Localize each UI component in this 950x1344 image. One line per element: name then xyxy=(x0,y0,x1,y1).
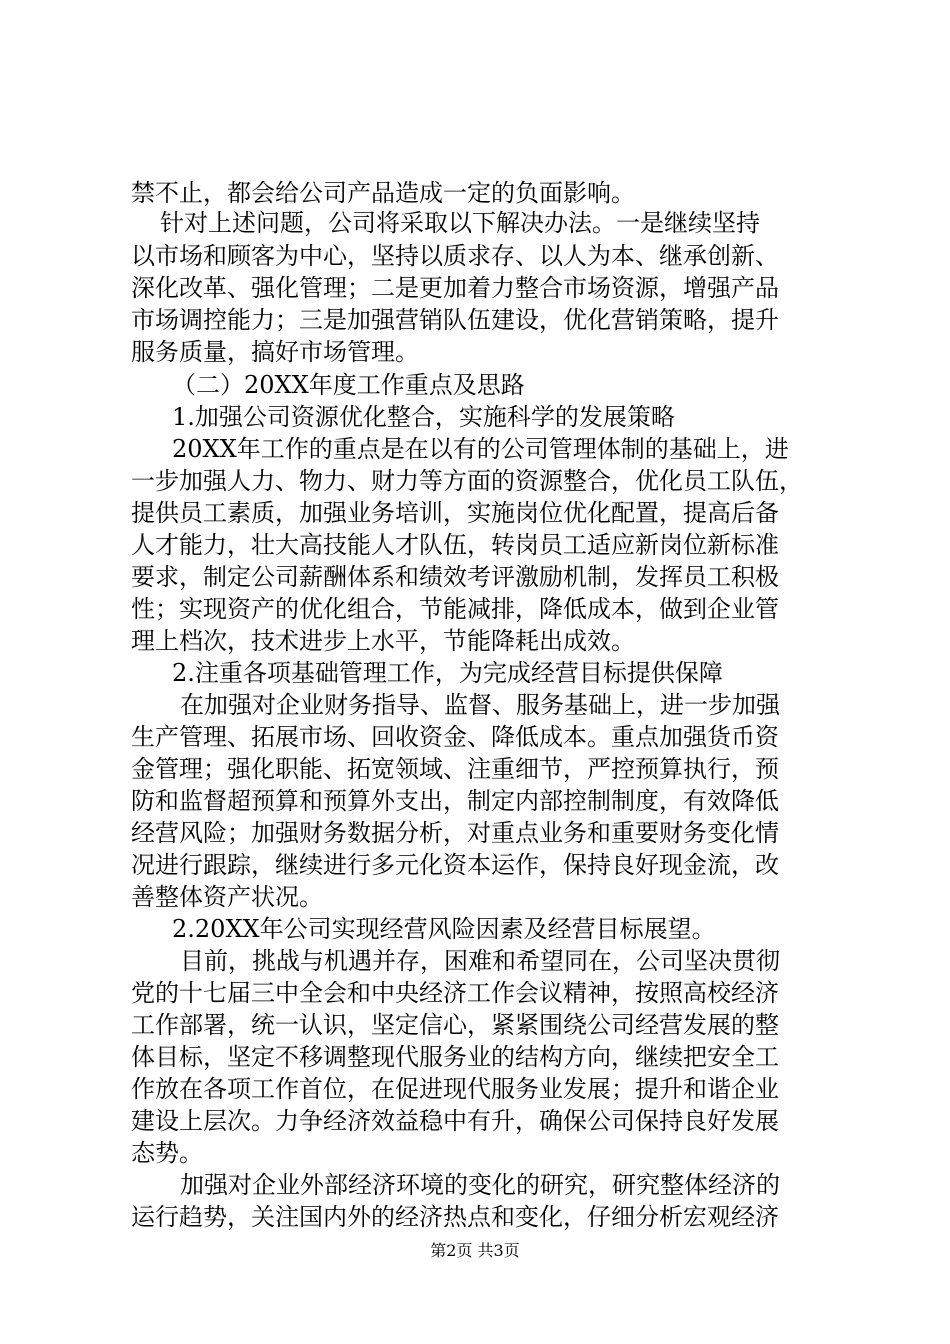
text-line: 以市场和顾客为中心，坚持以质求存、以人为本、继承创新、 xyxy=(131,242,779,270)
text-line: 一步加强人力、物力、财力等方面的资源整合，优化员工队伍， xyxy=(131,467,803,495)
text-line: 生产管理、拓展市场、回收资金、降低成本。重点加强货币资 xyxy=(131,723,779,751)
text-line: 理上档次，技术进步上水平，节能降耗出成效。 xyxy=(131,627,635,655)
text-line: 性；实现资产的优化组合，节能减排，降低成本，做到企业管 xyxy=(131,595,779,623)
text-line: 防和监督超预算和预算外支出，制定内部控制制度，有效降低 xyxy=(131,787,779,815)
text-line: 20XX年工作的重点是在以有的公司管理体制的基础上，进 xyxy=(172,435,789,463)
text-line: 态势。 xyxy=(131,1139,203,1167)
text-line: 市场调控能力；三是加强营销队伍建设，优化营销策略，提升 xyxy=(131,306,779,334)
text-line: 建设上层次。力争经济效益稳中有升，确保公司保持良好发展 xyxy=(131,1107,779,1135)
text-line: 目前，挑战与机遇并存，困难和希望同在，公司坚决贯彻 xyxy=(180,947,780,975)
text-line: 加强对企业外部经济环境的变化的研究，研究整体经济的 xyxy=(180,1171,780,1199)
text-line: 禁不止，都会给公司产品造成一定的负面影响。 xyxy=(131,179,635,207)
text-line: 作放在各项工作首位，在促进现代服务业发展；提升和谐企业 xyxy=(131,1075,779,1103)
page-number-footer: 第2页 共3页 xyxy=(430,1241,520,1260)
text-line: 针对上述问题，公司将采取以下解决办法。一是继续坚持 xyxy=(160,209,760,237)
text-line: 金管理；强化职能、拓宽领域、注重细节，严控预算执行，预 xyxy=(131,755,779,783)
text-line: 服务质量，搞好市场管理。 xyxy=(131,338,419,366)
subsection-heading: 2.注重各项基础管理工作，为完成经营目标提供保障 xyxy=(172,659,723,687)
text-line: 工作部署，统一认识，坚定信心，紧紧围绕公司经营发展的整 xyxy=(131,1011,779,1039)
text-line: 要求，制定公司薪酬体系和绩效考评激励机制，发挥员工积极 xyxy=(131,563,779,591)
text-line: 深化改革、强化管理；二是更加着力整合市场资源，增强产品 xyxy=(131,274,779,302)
text-line: 善整体资产状况。 xyxy=(131,883,323,911)
text-line: 体目标，坚定不移调整现代服务业的结构方向，继续把安全工 xyxy=(131,1043,779,1071)
text-line: 人才能力，壮大高技能人才队伍，转岗员工适应新岗位新标准 xyxy=(131,531,779,559)
text-line: 况进行跟踪，继续进行多元化资本运作，保持良好现金流，改 xyxy=(131,851,779,879)
text-line: 党的十七届三中全会和中央经济工作会议精神，按照高校经济 xyxy=(131,979,779,1007)
text-line: 提供员工素质，加强业务培训，实施岗位优化配置，提高后备 xyxy=(131,499,779,527)
section-heading: （二）20XX年度工作重点及思路 xyxy=(172,371,525,399)
subsection-heading: 1.加强公司资源优化整合，实施科学的发展策略 xyxy=(172,403,675,431)
text-line: 在加强对企业财务指导、监督、服务基础上，进一步加强 xyxy=(180,691,780,719)
text-line: 运行趋势，关注国内外的经济热点和变化，仔细分析宏观经济 xyxy=(131,1203,779,1231)
text-line: 经营风险；加强财务数据分析，对重点业务和重要财务变化情 xyxy=(131,819,779,847)
subsection-heading: 2.20XX年公司实现经营风险因素及经营目标展望。 xyxy=(172,915,716,943)
